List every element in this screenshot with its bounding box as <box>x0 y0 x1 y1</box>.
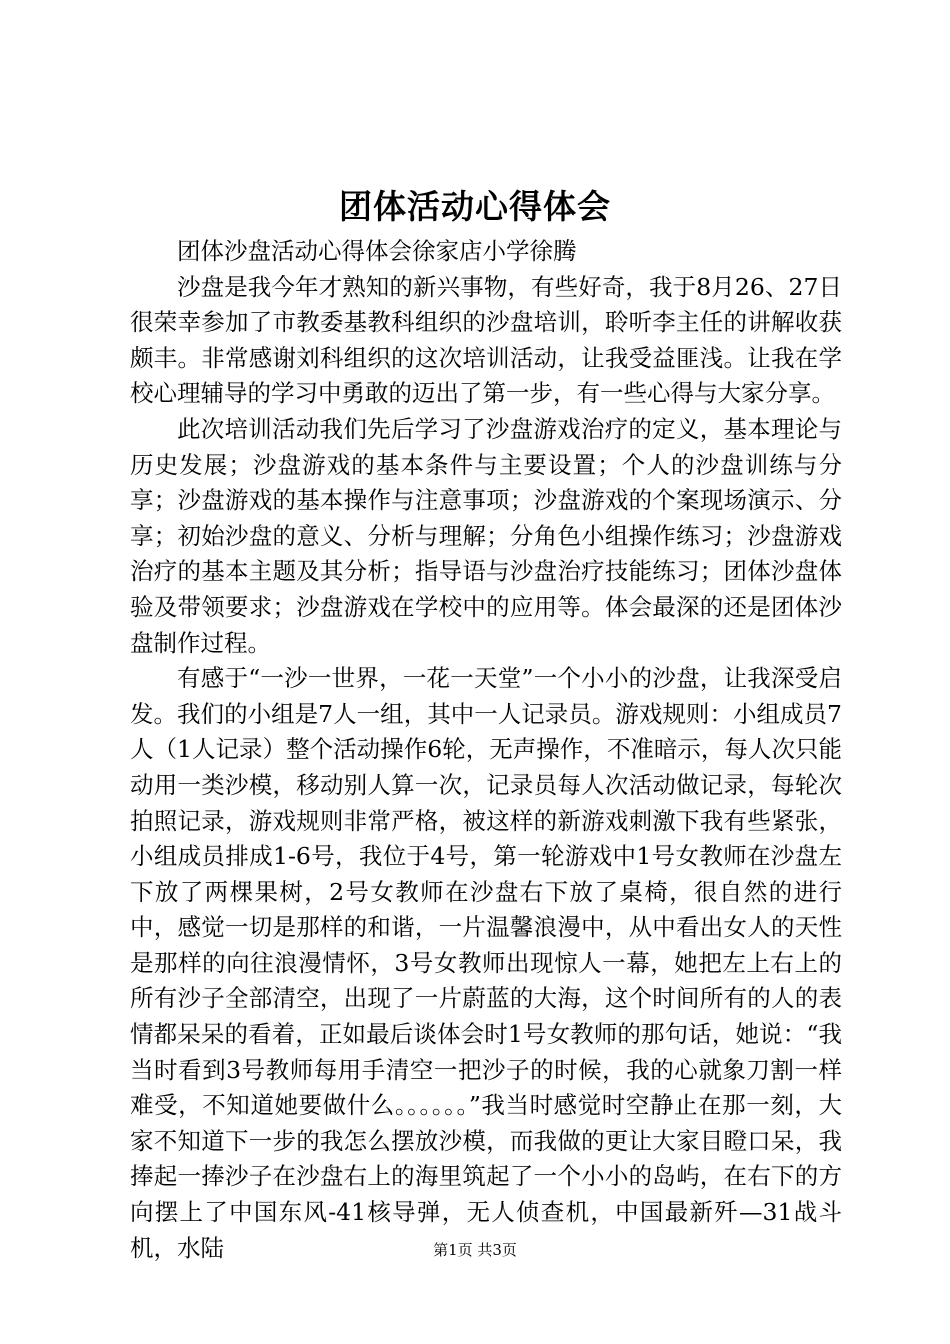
paragraph-group-experience: 有感于“一沙一世界，一花一天堂”一个小小的沙盘，让我深受启发。我们的小组是7人一组，其中一人记录员。游戏规则：小组成员7人（1人记录）整个活动操作6轮，无声操作，不准暗示，每人次只能动用一类沙模，移动别人算一次，记录员每人次活动做记录，每轮次拍照记录，游戏规则非常严格，被这样的新游戏刺激下我有些紧张，小组成员排成1-6号，我位于4号，第一轮游戏中1号女教师在沙盘左下放了两棵果树，2号女教师在沙盘右下放了桌椅，很自然的进行中，感觉一切是那样的和谐，一片温馨浪漫中，从中看出女人的天性是那样的向往浪漫情怀，3号女教师出现惊人一幕，她把左上右上的所有沙子全部清空，出现了一片蔚蓝的大海，这个时间所有的人的表情都呆呆的看着，正如最后谈体会时1号女教师的那句话，她说：“我当时看到3号教师每用手清空一把沙子的时候，我的心就象刀割一样难受，不知道她要做什么。。。。。。”我当时感觉时空静止在那一刻，大家不知道下一步的我怎么摆放沙模，而我做的更让大家目瞪口呆，我捧起一捧沙子在沙盘右上的海里筑起了一个小小的岛屿，在右下的方向摆上了中国东风-41核导弹，无人侦查机，中国最新歼—31战斗机，水陆 <box>130 664 842 1262</box>
document-title: 团体活动心得体会 <box>339 187 611 226</box>
page-number-footer: 第1页 共3页 <box>433 1241 517 1259</box>
paragraph-training-content: 此次培训活动我们先后学习了沙盘游戏治疗的定义，基本理论与历史发展；沙盘游戏的基本条件与主要设置；个人的沙盘训练与分享；沙盘游戏的基本操作与注意事项；沙盘游戏的个案现场演示、分享；初始沙盘的意义、分析与理解；分角色小组操作练习；沙盘游戏治疗的基本主题及其分析；指导语与沙盘治疗技能练习；团体沙盘体验及带领要求；沙盘游戏在学校中的应用等。体会最深的还是团体沙盘制作过程。 <box>130 414 842 657</box>
paragraph-intro: 沙盘是我今年才熟知的新兴事物，有些好奇，我于8月26、27日很荣幸参加了市教委基教科组织的沙盘培训，聆听李主任的讲解收获颇丰。非常感谢刘科组织的这次培训活动，让我受益匪浅。让我在学校心理辅导的学习中勇敢的迈出了第一步，有一些心得与大家分享。 <box>130 272 842 408</box>
document-body <box>130 234 842 1266</box>
paragraph-subtitle: 团体沙盘活动心得体会徐家店小学徐腾 <box>177 237 577 265</box>
